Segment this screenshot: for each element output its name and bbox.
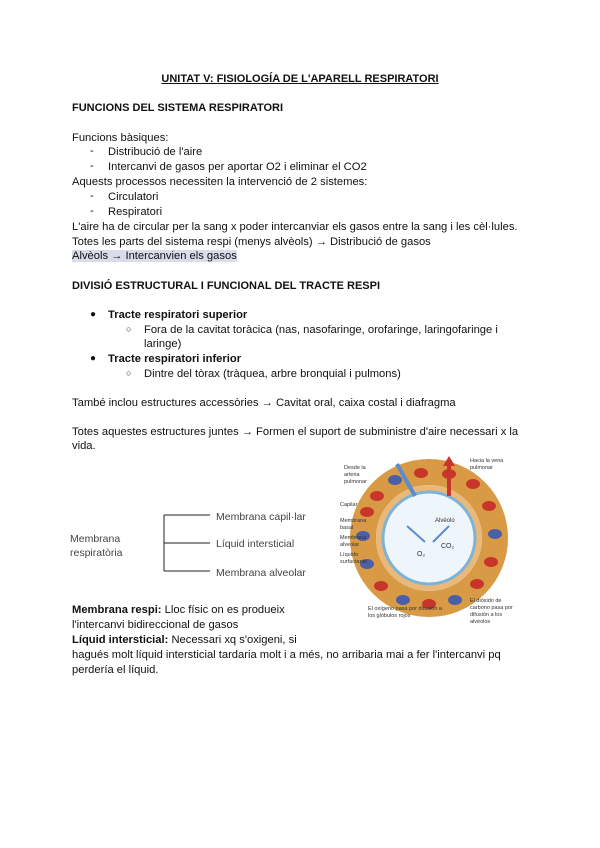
alveols-highlight: Alvèols → Intercanvien els gasos	[72, 250, 237, 262]
basic-item-2: Intercanvi de gasos per aportar O2 i eliminar el CO2	[108, 161, 367, 173]
membrane-text: Lloc físic on es produeix	[161, 604, 285, 616]
tree-root-label: Membrana	[70, 533, 121, 545]
basic-functions-label: Funcions bàsiques:	[72, 132, 169, 144]
membrane-tree-diagram	[66, 500, 326, 590]
system-item-2: Respiratori	[108, 206, 163, 218]
liquid-definition-2: hagués molt líquid intersticial tardaria molt i a més, no arribaria mai a fer l'intercanvi pq	[72, 649, 501, 661]
bullet-marker: ●	[90, 353, 97, 364]
membrane-definition	[72, 603, 285, 617]
section-heading-functions: FUNCIONS DEL SISTEMA RESPIRATORI	[72, 102, 284, 114]
liquid-definition	[72, 633, 297, 647]
co2-label: CO₂	[441, 543, 455, 550]
tree-branch-alveolar: Membrana alveolar	[216, 567, 306, 579]
accessory-line: També inclou estructures accessòries → Cavitat oral, caixa costal i diafragma	[72, 397, 456, 409]
o2-label: O₂	[417, 551, 426, 558]
upper-tract-desc-1: Fora de la cavitat toràcica (nas, nasofaringe, orofaringe, laringofaringe i	[144, 324, 498, 336]
circle-marker: ○	[126, 324, 132, 334]
bullet-marker: ●	[90, 309, 97, 320]
upper-tract-label: Tracte respiratori superior	[108, 309, 248, 321]
tree-branch-interstitial: Líquid intersticial	[216, 538, 295, 550]
dash-marker: -	[90, 190, 94, 202]
upper-tract-desc-2: laringe)	[144, 338, 182, 350]
tree-branch-capillary: Membrana capil·lar	[216, 511, 306, 523]
liquid-definition-3: perdería el líquid.	[72, 664, 159, 676]
dash-marker: -	[90, 145, 94, 157]
figure-label-vein: Hacia la vena pulmonar	[470, 458, 504, 471]
figure-caption-right: El dióxido de carbono pasa por difusión a los alvéolos	[470, 598, 513, 625]
tree-root-label-2: respiratòria	[70, 547, 123, 559]
section-heading-division: DIVISIÓ ESTRUCTURAL I FUNCIONAL DEL TRACTE RESPI	[72, 280, 381, 292]
alveolus-space	[383, 492, 475, 584]
alveolus-center-label: Alvéolo	[435, 518, 455, 524]
figure-label-basal: Membrana basal	[340, 518, 367, 531]
dash-marker: -	[90, 205, 94, 217]
system-item-1: Circulatori	[108, 191, 159, 203]
page-title: UNITAT V: FISIOLOGÍA DE L'APARELL RESPIRATORI	[161, 73, 439, 85]
membrane-definition-2: l'intercanvi bidireccional de gasos	[72, 619, 239, 631]
together-line-1: Totes aquestes estructures juntes → Formen el suport de subministre d'aire necessari x la	[72, 426, 519, 438]
figure-label-alveolar: Membrana alveolar	[340, 535, 367, 548]
liquid-term: Líquid intersticial:	[72, 634, 169, 646]
together-line-2: vida.	[72, 440, 96, 452]
liquid-text: Necessari xq s'oxigeni, si	[168, 634, 297, 646]
figure-label-liquid: Líquido surfactante	[340, 552, 368, 565]
figure-label-artery: Desde la arteria pulmonar	[344, 465, 367, 485]
alveols-line	[72, 249, 237, 263]
membrane-term: Membrana respi:	[72, 604, 162, 616]
figure-label-capillary: Capilar	[340, 502, 358, 508]
lower-tract-desc: Dintre del tòrax (tràquea, arbre bronquial i pulmons)	[144, 368, 401, 380]
parts-line: Totes les parts del sistema respi (menys alvèols) → Distribució de gasos	[72, 236, 431, 248]
lower-tract-label: Tracte respiratori inferior	[108, 353, 242, 365]
dash-marker: -	[90, 160, 94, 172]
figure-caption-left: El oxígeno pasa por difusión a los glóbulos rojos	[368, 606, 442, 619]
systems-line: Aquests processos necessiten la intervenció de 2 sistemes:	[72, 176, 368, 188]
air-circulation-line: L'aire ha de circular per la sang x poder intercanviar els gasos entre la sang i les cèl·lules.	[72, 221, 518, 233]
basic-item-1: Distribució de l'aire	[108, 146, 203, 158]
circle-marker: ○	[126, 368, 132, 378]
